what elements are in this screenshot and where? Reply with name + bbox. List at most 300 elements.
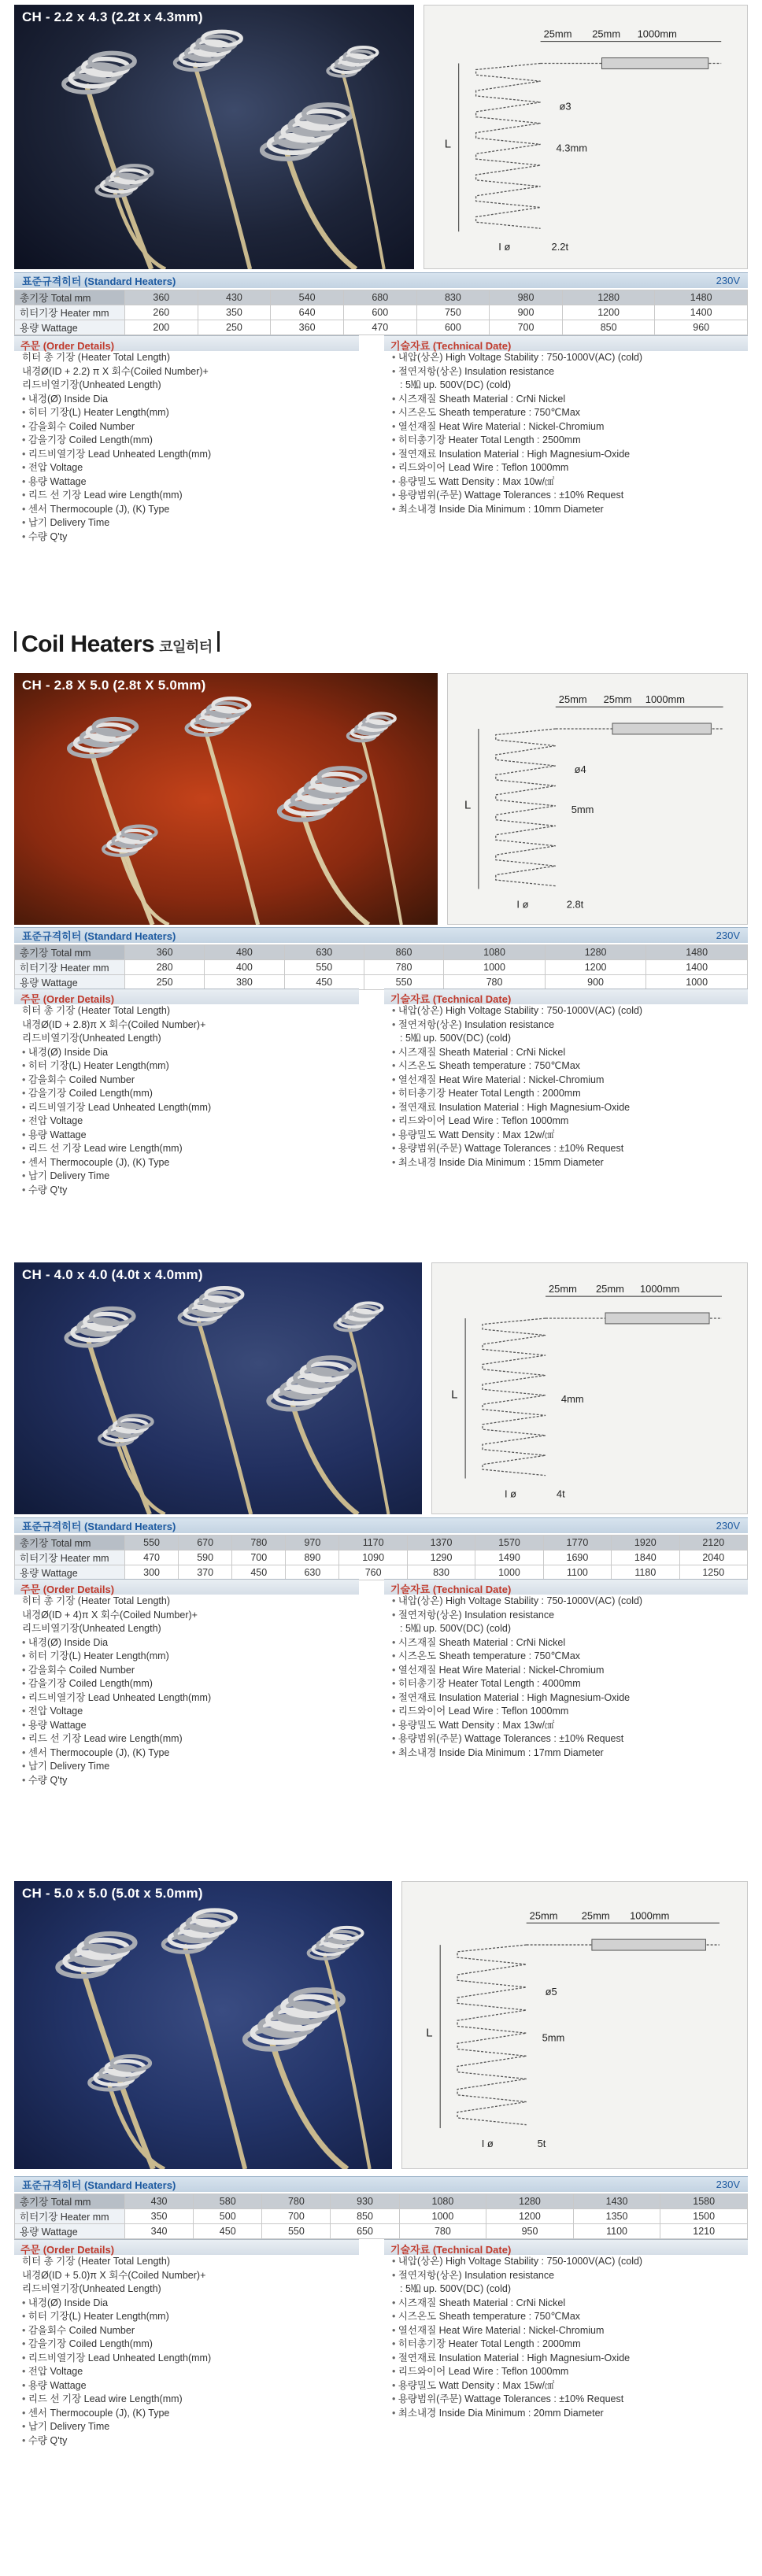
- list-item: • 히터총기장 Heater Total Length : 2500mm: [392, 434, 748, 448]
- list-item: 내경Ø(ID + 2.8)π X 회수(Coiled Number)+: [22, 1018, 206, 1030]
- list-item: • 최소내경 Inside Dia Minimum : 17mm Diameter: [392, 1746, 748, 1761]
- list-item: • 시즈온도 Sheath temperature : 750℃Max: [392, 1059, 748, 1074]
- dim-label-L: L: [426, 2026, 433, 2040]
- page-title-korean: 코일히터: [159, 639, 213, 655]
- dim-label-t: 2.2t: [551, 241, 569, 253]
- table-cell: 450: [284, 975, 364, 990]
- list-item: • 히터 기장(L) Heater Length(mm): [22, 406, 359, 420]
- table-row: [15, 975, 748, 990]
- technical-date-list: [384, 1595, 748, 1760]
- list-item: • 전압 Voltage: [22, 1114, 359, 1129]
- list-item: • 감을기장 Coiled Length(mm): [22, 2338, 359, 2352]
- table-cell: 780: [364, 960, 443, 975]
- title-bar-left: [14, 631, 17, 652]
- technical-date: [384, 2239, 748, 2420]
- list-item: • 리드와이어 Lead Wire : Teflon 1000mm: [392, 1114, 748, 1129]
- row-header: 히터기장 Heater mm: [15, 305, 125, 320]
- list-item: 리드비열기장(Unheated Length): [22, 1623, 161, 1634]
- list-item: • 시즈온도 Sheath temperature : 750℃Max: [392, 1650, 748, 1664]
- coil-heater-photo-art: [14, 1881, 392, 2169]
- voltage-label: 230V: [716, 2179, 740, 2190]
- row-header: 총기장 Total mm: [15, 945, 125, 960]
- table-cell: 360: [125, 945, 205, 960]
- table-cell: 1690: [543, 1550, 611, 1565]
- coil-illustration: [268, 1358, 358, 1514]
- coil-illustration: [57, 1934, 153, 2169]
- list-item: • 절연재료 Insulation Material : High Magnesium-Oxide: [392, 1101, 748, 1115]
- spec-table: [14, 290, 748, 335]
- table-cell: 1000: [444, 960, 546, 975]
- table-cell: 1210: [660, 2224, 748, 2239]
- list-item: : 5㏁ up. 500V(DC) (cold): [400, 379, 512, 390]
- model-code: CH - 5.0 x 5.0 (5.0t x 5.0mm): [22, 1886, 203, 1901]
- technical-drawing: [447, 673, 748, 925]
- row-header: 용량 Wattage: [15, 975, 125, 990]
- table-cell: 950: [486, 2224, 574, 2239]
- list-item: • 절연재료 Insulation Material : High Magnesium-Oxide: [392, 1691, 748, 1706]
- dim-label-t: 5t: [537, 2137, 546, 2149]
- technical-date-list: [384, 351, 748, 516]
- technical-date: [384, 989, 748, 1170]
- list-item: • 전압 Voltage: [22, 1705, 359, 1719]
- table-cell: 550: [364, 975, 443, 990]
- dim-label-3: 1000mm: [637, 28, 677, 40]
- table-cell: 1290: [407, 1550, 475, 1565]
- list-item: • 납기 Delivery Time: [22, 1170, 359, 1184]
- table-cell: 1570: [475, 1536, 543, 1550]
- list-item: • 시즈재질 Sheath Material : CrNi Nickel: [392, 2297, 748, 2311]
- table-cell: 1200: [486, 2209, 574, 2224]
- list-item: • 절연재료 Insulation Material : High Magnesium-Oxide: [392, 2352, 748, 2366]
- dim-label-pitch: 5mm: [542, 2031, 565, 2044]
- list-item: • 감을회수 Coiled Number: [22, 2324, 359, 2338]
- list-item: • 용량밀도 Watt Density : Max 10w/㎠: [392, 475, 748, 490]
- dim-label-L: L: [451, 1388, 458, 1402]
- table-cell: 280: [125, 960, 205, 975]
- list-item: • 히터총기장 Heater Total Length : 4000mm: [392, 1677, 748, 1691]
- coil-drawing-line: [457, 1945, 527, 2125]
- row-header: 히터기장 Heater mm: [15, 1550, 125, 1565]
- row-header: 총기장 Total mm: [15, 1536, 125, 1550]
- coil-illustration: [64, 53, 151, 269]
- table-cell: 1280: [486, 2194, 574, 2209]
- table-cell: 1350: [573, 2209, 660, 2224]
- dim-label-1: 25mm: [548, 1283, 577, 1295]
- list-item: • 센서 Thermocouple (J), (K) Type: [22, 503, 359, 517]
- table-cell: 380: [205, 975, 284, 990]
- row-header: 용량 Wattage: [15, 1565, 125, 1580]
- table-cell: 900: [545, 975, 646, 990]
- table-cell: 430: [198, 290, 271, 305]
- dim-label-dia: ø5: [545, 1986, 557, 1998]
- list-item: • 용량범위(주문) Wattage Tolerances : ±10% Request: [392, 1142, 748, 1156]
- list-item: • 리드비열기장 Lead Unheated Length(mm): [22, 1101, 359, 1115]
- table-cell: 780: [444, 975, 546, 990]
- dim-label-1: 25mm: [543, 28, 572, 40]
- list-item: • 최소내경 Inside Dia Minimum : 20mm Diameter: [392, 2407, 748, 2421]
- coil-illustration: [348, 713, 401, 925]
- coil-heater-photo-art: [14, 673, 438, 925]
- table-cell: 1430: [573, 2194, 660, 2209]
- list-item: • 용량 Wattage: [22, 1719, 359, 1733]
- table-cell: 1200: [562, 305, 655, 320]
- technical-drawing: [424, 5, 748, 269]
- lead-wire-sleeve: [605, 1313, 709, 1324]
- standard-heaters-header: [14, 1517, 748, 1533]
- list-item: • 내압(상온) High Voltage Stability : 750-1000V(AC) (cold): [392, 1595, 748, 1609]
- list-item: 리드비열기장(Unheated Length): [22, 379, 161, 390]
- list-item: • 전압 Voltage: [22, 2365, 359, 2379]
- list-item: • 시즈재질 Sheath Material : CrNi Nickel: [392, 1636, 748, 1650]
- list-item: • 최소내경 Inside Dia Minimum : 15mm Diameter: [392, 1156, 748, 1170]
- table-row: [15, 945, 748, 960]
- table-cell: 830: [416, 290, 490, 305]
- list-item: • 센서 Thermocouple (J), (K) Type: [22, 1746, 359, 1761]
- coil-illustration: [309, 1927, 370, 2169]
- order-details-title: 주문 (Order Details): [14, 1579, 359, 1595]
- standard-heaters-header: [14, 2176, 748, 2192]
- table-cell: 1200: [545, 960, 646, 975]
- order-details-list: [14, 1595, 359, 1787]
- coil-illustration: [66, 1309, 150, 1514]
- table-cell: 1250: [679, 1565, 747, 1580]
- list-item: • 내압(상온) High Voltage Stability : 750-1000V(AC) (cold): [392, 351, 748, 365]
- table-cell: 2040: [679, 1550, 747, 1565]
- table-cell: 630: [286, 1565, 339, 1580]
- table-cell: 350: [198, 305, 271, 320]
- order-details-title: 주문 (Order Details): [14, 2239, 359, 2255]
- table-row: [15, 2194, 748, 2209]
- table-cell: 1080: [444, 945, 546, 960]
- dim-label-dia: ø4: [574, 763, 586, 775]
- list-item: 내경Ø(ID + 2.2) π X 회수(Coiled Number)+: [22, 365, 209, 377]
- list-item: • 용량밀도 Watt Density : Max 15w/㎠: [392, 2379, 748, 2393]
- coil-illustration: [175, 31, 250, 269]
- table-cell: 900: [490, 305, 563, 320]
- dim-label-1: 25mm: [558, 693, 587, 706]
- table-cell: 700: [232, 1550, 286, 1565]
- list-item: • 수량 Q'ty: [22, 530, 359, 545]
- table-cell: 1100: [543, 1565, 611, 1580]
- list-item: 내경Ø(ID + 5.0)π X 회수(Coiled Number)+: [22, 2269, 206, 2281]
- list-item: • 리드와이어 Lead Wire : Teflon 1000mm: [392, 1705, 748, 1719]
- standard-heaters-header: [14, 272, 748, 288]
- table-cell: 400: [205, 960, 284, 975]
- list-item: • 절연저항(상온) Insulation resistance: [392, 1018, 748, 1033]
- list-item: 리드비열기장(Unheated Length): [22, 2283, 161, 2294]
- table-cell: 700: [262, 2209, 331, 2224]
- page-title-text: Coil Heaters: [21, 631, 155, 657]
- list-item: • 내압(상온) High Voltage Stability : 750-1000V(AC) (cold): [392, 1004, 748, 1018]
- dim-label-3: 1000mm: [645, 693, 686, 706]
- table-cell: 470: [125, 1550, 179, 1565]
- coil-illustration: [335, 1303, 388, 1514]
- coil-illustration: [245, 1990, 347, 2169]
- order-details-list: [14, 2255, 359, 2448]
- list-item: • 감을기장 Coiled Length(mm): [22, 1677, 359, 1691]
- list-item: : 5㏁ up. 500V(DC) (cold): [400, 1033, 512, 1044]
- lead-wire-sleeve: [592, 1939, 706, 1950]
- model-code: CH - 4.0 x 4.0 (4.0t x 4.0mm): [22, 1267, 203, 1282]
- technical-drawing: [431, 1262, 748, 1514]
- table-cell: 250: [198, 320, 271, 335]
- model-code: CH - 2.8 X 5.0 (2.8t X 5.0mm): [22, 678, 206, 693]
- table-cell: 300: [125, 1565, 179, 1580]
- technical-date-list: [384, 1004, 748, 1170]
- list-item: • 납기 Delivery Time: [22, 516, 359, 530]
- lead-wire-sleeve: [602, 58, 708, 69]
- table-cell: 1840: [612, 1550, 679, 1565]
- table-cell: 890: [286, 1550, 339, 1565]
- spec-table: [14, 1535, 748, 1580]
- model-code: CH - 2.2 x 4.3 (2.2t x 4.3mm): [22, 9, 203, 24]
- row-header: 히터기장 Heater mm: [15, 960, 125, 975]
- coil-illustration: [179, 1288, 251, 1514]
- list-item: • 열선재질 Heat Wire Material : Nickel-Chromium: [392, 420, 748, 434]
- table-cell: 1480: [646, 945, 748, 960]
- list-item: • 리드비열기장 Lead Unheated Length(mm): [22, 2352, 359, 2366]
- table-cell: 360: [271, 320, 344, 335]
- list-item: • 수량 Q'ty: [22, 1184, 359, 1198]
- table-cell: 470: [343, 320, 416, 335]
- technical-date-list: [384, 2255, 748, 2420]
- table-row: [15, 2209, 748, 2224]
- list-item: • 열선재질 Heat Wire Material : Nickel-Chromium: [392, 2324, 748, 2338]
- heater-section: [14, 5, 748, 611]
- table-cell: 680: [343, 290, 416, 305]
- table-cell: 250: [125, 975, 205, 990]
- list-item: • 용량밀도 Watt Density : Max 13w/㎠: [392, 1719, 748, 1733]
- order-details: [14, 989, 359, 1197]
- list-item: • 시즈온도 Sheath temperature : 750℃Max: [392, 406, 748, 420]
- list-item: • 감을회수 Coiled Number: [22, 1664, 359, 1678]
- order-details: [14, 1579, 359, 1787]
- table-cell: 930: [331, 2194, 399, 2209]
- technical-date-title: 기술자료 (Technical Date): [384, 1579, 748, 1595]
- list-item: • 내경(Ø) Inside Dia: [22, 2297, 359, 2311]
- list-item: • 절연저항(상온) Insulation resistance: [392, 2269, 748, 2283]
- voltage-label: 230V: [716, 1520, 740, 1532]
- technical-date: [384, 335, 748, 516]
- lead-wire-sleeve: [612, 723, 711, 734]
- list-item: • 용량밀도 Watt Density : Max 12w/㎠: [392, 1129, 748, 1143]
- dim-label-3: 1000mm: [640, 1283, 680, 1295]
- table-cell: 640: [271, 305, 344, 320]
- dim-label-2: 25mm: [596, 1283, 624, 1295]
- dim-label-t: 4t: [556, 1488, 565, 1500]
- list-item: • 히터 기장(L) Heater Length(mm): [22, 1059, 359, 1074]
- list-item: • 센서 Thermocouple (J), (K) Type: [22, 2407, 359, 2421]
- table-cell: 860: [364, 945, 443, 960]
- table-cell: 450: [194, 2224, 262, 2239]
- table-cell: 1090: [339, 1550, 407, 1565]
- table-cell: 960: [655, 320, 748, 335]
- product-photo: [14, 1262, 422, 1514]
- dim-label-iphi: I ø: [481, 2137, 494, 2149]
- list-item: • 리드 선 기장 Lead wire Length(mm): [22, 1732, 359, 1746]
- list-item: • 히터총기장 Heater Total Length : 2000mm: [392, 2338, 748, 2352]
- standard-heaters-title: 표준규격히터 (Standard Heaters): [22, 1521, 176, 1532]
- table-row: [15, 290, 748, 305]
- dim-label-3: 1000mm: [630, 1909, 670, 1922]
- dim-label-L: L: [444, 138, 452, 151]
- dim-label-iphi: I ø: [516, 898, 529, 911]
- table-cell: 830: [407, 1565, 475, 1580]
- table-cell: 700: [490, 320, 563, 335]
- table-cell: 500: [194, 2209, 262, 2224]
- order-details-list: [14, 351, 359, 544]
- dim-label-2: 25mm: [603, 693, 632, 706]
- list-item: • 감을회수 Coiled Number: [22, 420, 359, 434]
- dim-label-dia: ø3: [559, 100, 572, 113]
- table-cell: 650: [331, 2224, 399, 2239]
- page-title: [14, 631, 220, 658]
- table-cell: 980: [490, 290, 563, 305]
- technical-date-title: 기술자료 (Technical Date): [384, 2239, 748, 2255]
- list-item: • 히터 기장(L) Heater Length(mm): [22, 1650, 359, 1664]
- coil-illustration: [90, 2057, 165, 2169]
- dim-label-pitch: 4.3mm: [556, 142, 587, 154]
- list-item: • 센서 Thermocouple (J), (K) Type: [22, 1156, 359, 1170]
- table-cell: 1000: [399, 2209, 486, 2224]
- voltage-label: 230V: [716, 275, 740, 286]
- standard-heaters-title: 표준규격히터 (Standard Heaters): [22, 930, 176, 942]
- table-cell: 2120: [679, 1536, 747, 1550]
- list-item: • 시즈재질 Sheath Material : CrNi Nickel: [392, 1046, 748, 1060]
- coil-illustration: [262, 105, 356, 269]
- row-header: 총기장 Total mm: [15, 2194, 125, 2209]
- list-item: • 히터총기장 Heater Total Length : 2000mm: [392, 1087, 748, 1101]
- table-cell: 750: [416, 305, 490, 320]
- technical-date-title: 기술자료 (Technical Date): [384, 335, 748, 351]
- list-item: • 용량범위(주문) Wattage Tolerances : ±10% Request: [392, 1732, 748, 1746]
- coil-drawing-line: [496, 729, 556, 886]
- row-header: 총기장 Total mm: [15, 290, 125, 305]
- table-cell: 580: [194, 2194, 262, 2209]
- list-item: • 열선재질 Heat Wire Material : Nickel-Chromium: [392, 1074, 748, 1088]
- coil-heater-photo-art: [14, 5, 414, 269]
- list-item: • 납기 Delivery Time: [22, 1760, 359, 1774]
- table-cell: 480: [205, 945, 284, 960]
- table-cell: 450: [232, 1565, 286, 1580]
- table-cell: 760: [339, 1565, 407, 1580]
- list-item: • 수량 Q'ty: [22, 2434, 359, 2448]
- list-item: • 수량 Q'ty: [22, 1774, 359, 1788]
- list-item: 히터 총 기장 (Heater Total Length): [22, 2256, 170, 2267]
- table-cell: 590: [179, 1550, 232, 1565]
- list-item: • 리드 선 기장 Lead wire Length(mm): [22, 1142, 359, 1156]
- dim-label-pitch: 4mm: [560, 1392, 584, 1405]
- table-cell: 550: [284, 960, 364, 975]
- coil-illustration: [103, 826, 168, 925]
- coil-illustration: [279, 768, 369, 925]
- order-details-list: [14, 1004, 359, 1197]
- table-cell: 340: [125, 2224, 194, 2239]
- coil-heater-photo-art: [14, 1262, 422, 1514]
- table-cell: 350: [125, 2209, 194, 2224]
- list-item: 내경Ø(ID + 4)π X 회수(Coiled Number)+: [22, 1609, 198, 1621]
- dim-label-pitch: 5mm: [571, 803, 594, 815]
- standard-heaters-title: 표준규격히터 (Standard Heaters): [22, 275, 176, 287]
- spec-table: [14, 2193, 748, 2239]
- table-cell: 360: [125, 290, 198, 305]
- table-cell: 1500: [660, 2209, 748, 2224]
- list-item: • 내경(Ø) Inside Dia: [22, 393, 359, 407]
- table-row: [15, 2224, 748, 2239]
- dim-label-1: 25mm: [529, 1909, 558, 1922]
- list-item: • 용량범위(주문) Wattage Tolerances : ±10% Request: [392, 489, 748, 503]
- table-cell: 780: [232, 1536, 286, 1550]
- list-item: • 리드비열기장 Lead Unheated Length(mm): [22, 1691, 359, 1706]
- table-cell: 1080: [399, 2194, 486, 2209]
- row-header: 용량 Wattage: [15, 320, 125, 335]
- table-cell: 780: [399, 2224, 486, 2239]
- table-cell: 1490: [475, 1550, 543, 1565]
- table-row: [15, 1536, 748, 1550]
- spec-table: [14, 944, 748, 990]
- list-item: • 전압 Voltage: [22, 461, 359, 475]
- list-item: : 5㏁ up. 500V(DC) (cold): [400, 1623, 512, 1634]
- product-photo: [14, 1881, 392, 2169]
- table-cell: 260: [125, 305, 198, 320]
- list-item: • 내압(상온) High Voltage Stability : 750-1000V(AC) (cold): [392, 2255, 748, 2269]
- table-cell: 970: [286, 1536, 339, 1550]
- product-photo: [14, 673, 438, 925]
- list-item: • 리드와이어 Lead Wire : Teflon 1000mm: [392, 2365, 748, 2379]
- table-cell: 550: [125, 1536, 179, 1550]
- list-item: • 감을회수 Coiled Number: [22, 1074, 359, 1088]
- table-cell: 600: [416, 320, 490, 335]
- dim-label-iphi: I ø: [498, 241, 511, 253]
- list-item: 히터 총 기장 (Heater Total Length): [22, 352, 170, 363]
- table-cell: 600: [343, 305, 416, 320]
- list-item: • 용량 Wattage: [22, 1129, 359, 1143]
- heater-section: [14, 1881, 748, 2530]
- list-item: • 절연저항(상온) Insulation resistance: [392, 1609, 748, 1623]
- title-bar-right: [217, 631, 220, 652]
- heater-section: [14, 1262, 748, 1846]
- table-cell: 370: [179, 1565, 232, 1580]
- table-cell: 1000: [475, 1565, 543, 1580]
- list-item: • 리드 선 기장 Lead wire Length(mm): [22, 489, 359, 503]
- list-item: • 용량 Wattage: [22, 475, 359, 490]
- list-item: • 납기 Delivery Time: [22, 2420, 359, 2434]
- list-item: • 리드와이어 Lead Wire : Teflon 1000mm: [392, 461, 748, 475]
- product-photo: [14, 5, 414, 269]
- dim-label-2: 25mm: [592, 28, 621, 40]
- list-item: • 절연재료 Insulation Material : High Magnesium-Oxide: [392, 448, 748, 462]
- coil-drawing-line: [483, 1318, 546, 1476]
- table-row: [15, 1565, 748, 1580]
- table-cell: 1400: [655, 305, 748, 320]
- order-details-title: 주문 (Order Details): [14, 989, 359, 1004]
- coil-illustration: [163, 1910, 245, 2169]
- order-details: [14, 335, 359, 544]
- list-item: • 열선재질 Heat Wire Material : Nickel-Chromium: [392, 1664, 748, 1678]
- table-cell: 850: [562, 320, 655, 335]
- list-item: • 시즈재질 Sheath Material : CrNi Nickel: [392, 393, 748, 407]
- list-item: 리드비열기장(Unheated Length): [22, 1033, 161, 1044]
- list-item: • 용량범위(주문) Wattage Tolerances : ±10% Request: [392, 2393, 748, 2407]
- table-cell: 1280: [545, 945, 646, 960]
- table-row: [15, 1550, 748, 1565]
- order-details-title: 주문 (Order Details): [14, 335, 359, 351]
- list-item: • 히터 기장(L) Heater Length(mm): [22, 2310, 359, 2324]
- table-cell: 1400: [646, 960, 748, 975]
- list-item: • 리드 선 기장 Lead wire Length(mm): [22, 2393, 359, 2407]
- list-item: • 내경(Ø) Inside Dia: [22, 1046, 359, 1060]
- list-item: 히터 총 기장 (Heater Total Length): [22, 1005, 170, 1016]
